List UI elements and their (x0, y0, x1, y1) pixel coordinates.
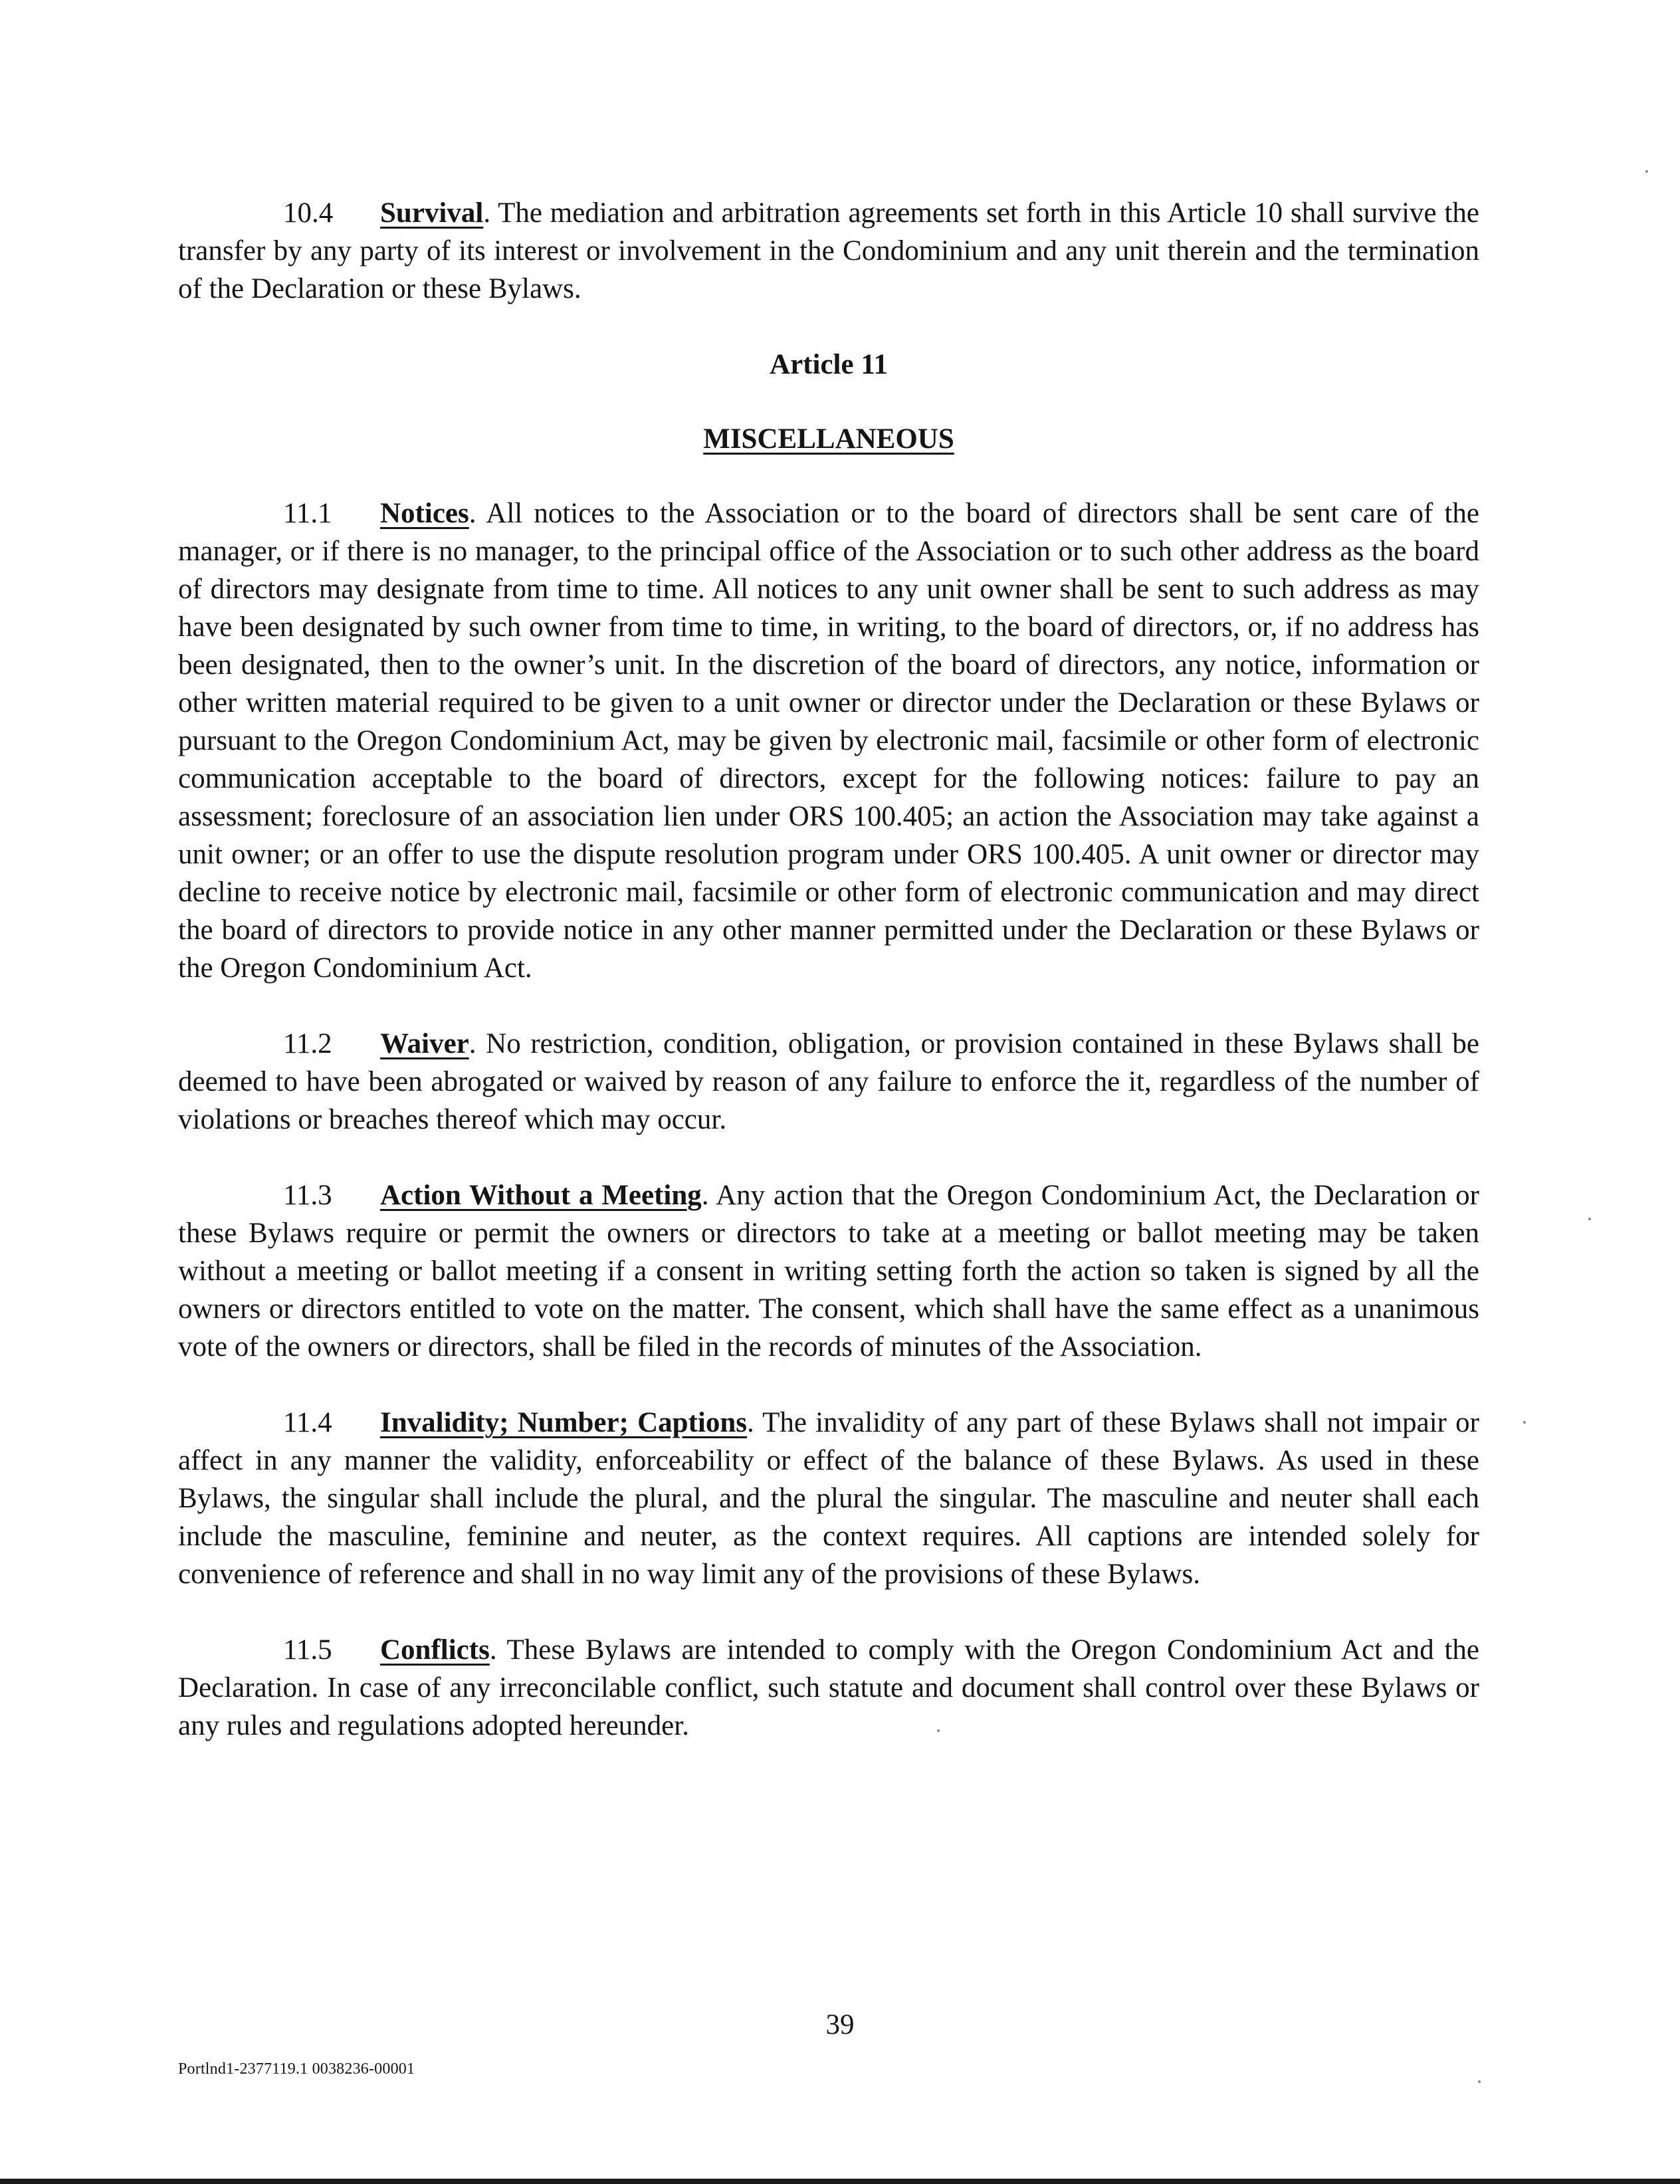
scan-speck (1523, 1421, 1526, 1424)
scan-speck (1588, 1218, 1591, 1220)
section-caption: Waiver (380, 1028, 469, 1059)
section-caption: Survival (380, 197, 484, 229)
section-caption: Notices (380, 498, 469, 529)
section-10-4: 10.4 Survival. The mediation and arbitration agreements set forth in this Article 10 shall survive the transfer by any party of its interest or involvement in the Condominium and any unit therein and the termination of the Declaration or these Bylaws. (178, 194, 1479, 308)
page-number: 39 (825, 2009, 855, 2040)
scan-speck (1478, 2080, 1481, 2083)
section-11-1: 11.1 Notices. All notices to the Association or to the board of directors shall be sent care of the manager, or if there is no manager, to the principal office of the Association or to such other address as the board of directors may designate from time to time. All notices to any unit owner shall be sent to such address as may have been designated by such owner from time to time, in writing, to the board of directors, or, if no address has been designated, then to the owner’s unit. In the discretion of the board of directors, any notice, information or other written material required to be given to a unit owner or director under the Declaration or these Bylaws or pursuant to the Oregon Condominium Act, may be given by electronic mail, facsimile or other form of electronic communication acceptable to the board of directors, except for the following notices: failure to pay an assessment; foreclosure of an association lien under ORS 100.405; an action the Association may take against a unit owner; or an offer to use the dispute resolution program under ORS 100.405. A unit owner or director may decline to receive notice by electronic mail, facsimile or other form of electronic communication and may direct the board of directors to provide notice in any other manner permitted under the Declaration or these Bylaws or the Oregon Condominium Act. (178, 494, 1479, 987)
section-number: 11.1 (283, 498, 332, 529)
section-number: 11.2 (283, 1028, 332, 1059)
section-caption: Action Without a Meeting (380, 1180, 702, 1211)
section-number: 11.4 (283, 1407, 332, 1438)
section-caption: Invalidity; Number; Captions (380, 1407, 747, 1438)
section-number: 10.4 (283, 197, 334, 229)
scan-speck (1645, 170, 1648, 173)
section-text: Any action that the Oregon Condominium Act, the Declaration or these Bylaws require or permit the owners or directors to take at a meeting or ballot meeting may be taken without a meeting or ballot meeting if a consent in writing setting forth the action so taken is signed by all the owners or directors entitled to vote on the matter. The consent, which shall have the same effect as a unanimous vote of the owners or directors, shall be filed in the records of minutes of the Association. (178, 1180, 1479, 1363)
section-caption: Conflicts (380, 1634, 490, 1666)
scan-speck (937, 1729, 940, 1732)
article-label: Article 11 (770, 349, 888, 380)
section-number: 11.5 (283, 1634, 332, 1666)
section-text: The mediation and arbitration agreements set forth in this Article 10 shall survive the transfer by any party of its interest or involvement in the Condominium and any unit therein and the termination of the Declaration or these Bylaws. (178, 197, 1479, 304)
footer-document-id: Portlnd1-2377119.1 0038236-00001 (178, 2060, 415, 2078)
section-11-3: 11.3 Action Without a Meeting. Any action that the Oregon Condominium Act, the Declaration or these Bylaws require or permit the owners or directors to take at a meeting or ballot meeting may be taken without a meeting or ballot meeting if a consent in writing setting forth the action so taken is signed by all the owners or directors entitled to vote on the matter. The consent, which shall have the same effect as a unanimous vote of the owners or directors, shall be filed in the records of minutes of the Association. (178, 1176, 1479, 1366)
section-11-2: 11.2 Waiver. No restriction, condition, obligation, or provision contained in these Bylaws shall be deemed to have been abrogated or waived by reason of any failure to enforce the it, regardless of the number of violations or breaches thereof which may occur. (178, 1025, 1479, 1139)
section-11-4: 11.4 Invalidity; Number; Captions. The invalidity of any part of these Bylaws shall not impair or affect in any manner the validity, enforceability or effect of the balance of these Bylaws. As used in these Bylaws, the singular shall include the plural, and the plural the singular. The masculine and neuter shall each include the masculine, feminine and neuter, as the context requires. All captions are intended solely for convenience of reference and shall in no way limit any of the provisions of these Bylaws. (178, 1404, 1479, 1593)
section-text: All notices to the Association or to the board of directors shall be sent care of the manager, or if there is no manager, to the principal office of the Association or to such other address as the board of directors may designate from time to time. All notices to any unit owner shall be sent to such address as may have been designated by such owner from time to time, in writing, to the board of directors, or, if no address has been designated, then to the owner’s unit. In the discretion of the board of directors, any notice, information or other written material required to be given to a unit owner or director under the Declaration or these Bylaws or pursuant to the Oregon Condominium Act, may be given by electronic mail, facsimile or other form of electronic communication acceptable to the board of directors, except for the following notices: failure to pay an assessment; foreclosure of an association lien under ORS 100.405; an action the Association may take against a unit owner; or an offer to use the dispute resolution program under ORS 100.405. A unit owner or director may decline to receive notice by electronic mail, facsimile or other form of electronic communication and may direct the board of directors to provide notice in any other manner permitted under the Declaration or these Bylaws or the Oregon Condominium Act. (178, 498, 1479, 984)
section-text: The invalidity of any part of these Bylaws shall not impair or affect in any manner the validity, enforceability or effect of the balance of these Bylaws. As used in these Bylaws, the singular shall include the plural, and the plural the singular. The masculine and neuter shall each include the masculine, feminine and neuter, as the context requires. All captions are intended solely for convenience of reference and shall in no way limit any of the provisions of these Bylaws. (178, 1407, 1479, 1590)
section-number: 11.3 (283, 1180, 332, 1211)
section-text: No restriction, condition, obligation, or provision contained in these Bylaws shall be deemed to have been abrogated or waived by reason of any failure to enforce the it, regardless of the number of violations or breaches thereof which may occur. (178, 1028, 1480, 1135)
article-title: MISCELLANEOUS (703, 423, 954, 455)
section-11-5: 11.5 Conflicts. These Bylaws are intended to comply with the Oregon Condominium Act and the Declaration. In case of any irreconcilable conflict, such statute and document shall control over these Bylaws or any rules and regulations adopted hereunder. (178, 1631, 1479, 1745)
page-body (178, 194, 1479, 1783)
section-text: These Bylaws are intended to comply with the Oregon Condominium Act and the Declaration. In case of any irreconcilable conflict, such statute and document shall control over these Bylaws or any rules and regulations adopted hereunder. (178, 1634, 1479, 1741)
